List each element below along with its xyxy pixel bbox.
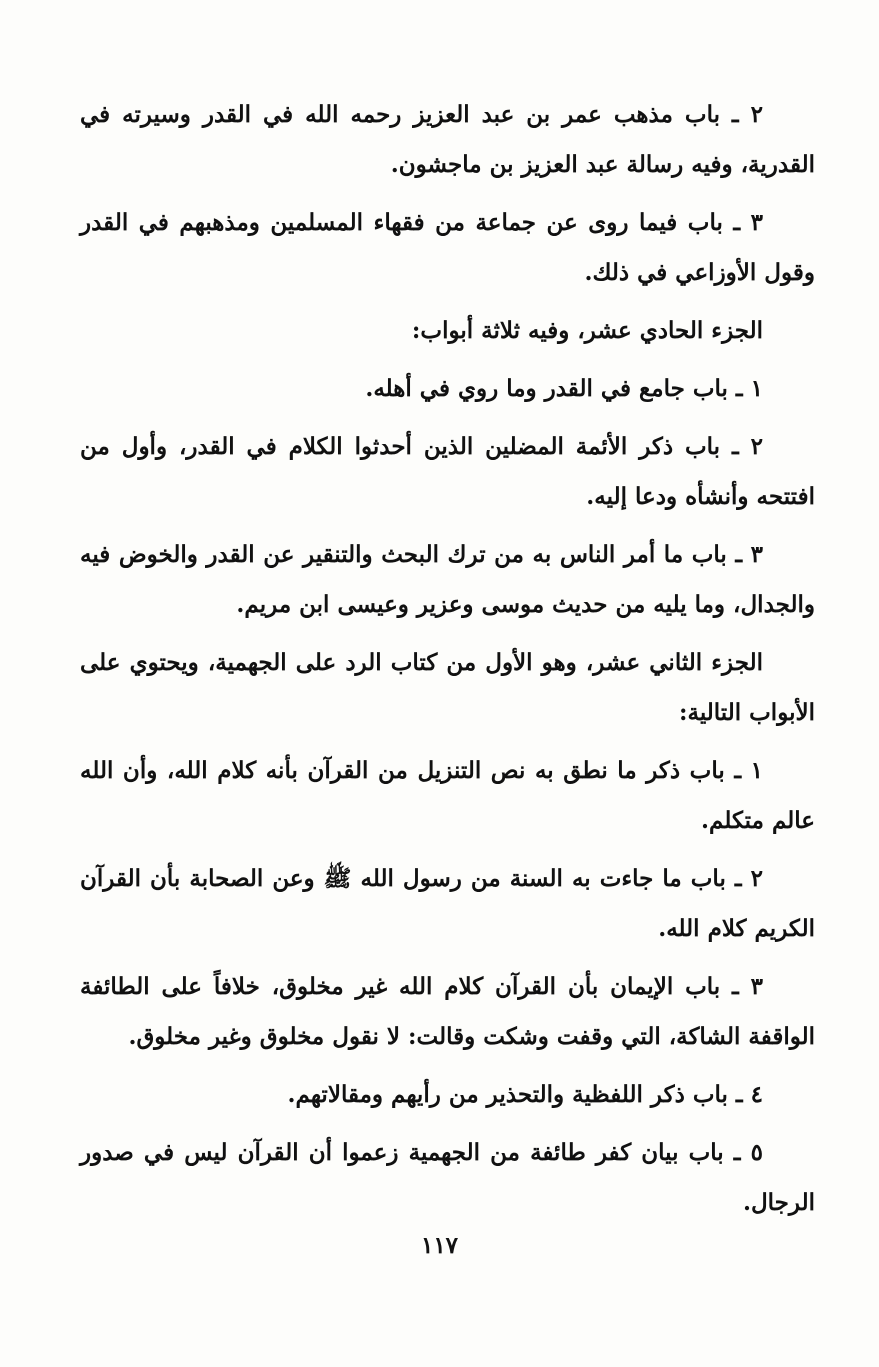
section-heading-part-12: الجزء الثاني عشر، وهو الأول من كتاب الرد على الجهمية، ويحتوي على الأبواب التالية: [80, 649, 815, 726]
page-number: ١١٧ [420, 1232, 459, 1259]
paragraph-chapter-5-kufr: ٥ ـ باب بيان كفر طائفة من الجهمية زعموا أن القرآن ليس في صدور الرجال. [80, 1139, 815, 1216]
section-heading-part-11: الجزء الحادي عشر، وفيه ثلاثة أبواب: [411, 317, 763, 344]
paragraph-chapter-2-umar: ٢ ـ باب مذهب عمر بن عبد العزيز رحمه الله في القدر وسيرته في القدرية، وفيه رسالة عبد العزيز بن ماجشون. [80, 101, 815, 178]
paragraph-chapter-4-lafziyya: ٤ ـ باب ذكر اللفظية والتحذير من رأيهم ومقالاتهم. [287, 1081, 763, 1108]
paragraph-chapter-2-aimma: ٢ ـ باب ذكر الأئمة المضلين الذين أحدثوا الكلام في القدر، وأول من افتتحه وأنشأه ودعا إليه. [80, 433, 815, 510]
paragraph-chapter-3-iman: ٣ ـ باب الإيمان بأن القرآن كلام الله غير مخلوق، خلافاً على الطائفة الواقفة الشاكة، التي وقفت وشكت وقالت: لا نقول مخلوق وغير مخلوق. [80, 973, 815, 1050]
paragraph-chapter-1-qadar: ١ ـ باب جامع في القدر وما روي في أهله. [365, 375, 763, 402]
paragraph-chapter-2-sunna: ٢ ـ باب ما جاءت به السنة من رسول الله ﷺ وعن الصحابة بأن القرآن الكريم كلام الله. [80, 865, 815, 942]
paragraph-chapter-1-tanzil: ١ ـ باب ذكر ما نطق به نص التنزيل من القرآن بأنه كلام الله، وأن الله عالم متكلم. [80, 757, 815, 834]
paragraph-chapter-3-fuqaha: ٣ ـ باب فيما روى عن جماعة من فقهاء المسلمين ومذهبهم في القدر وقول الأوزاعي في ذلك. [80, 209, 815, 286]
paragraph-chapter-3-bahth: ٣ ـ باب ما أمر الناس به من ترك البحث والتنقير عن القدر والخوض فيه والجدال، وما يليه من حديث موسى وعزير وعيسى ابن مريم. [80, 541, 815, 618]
page-body [80, 90, 815, 1236]
